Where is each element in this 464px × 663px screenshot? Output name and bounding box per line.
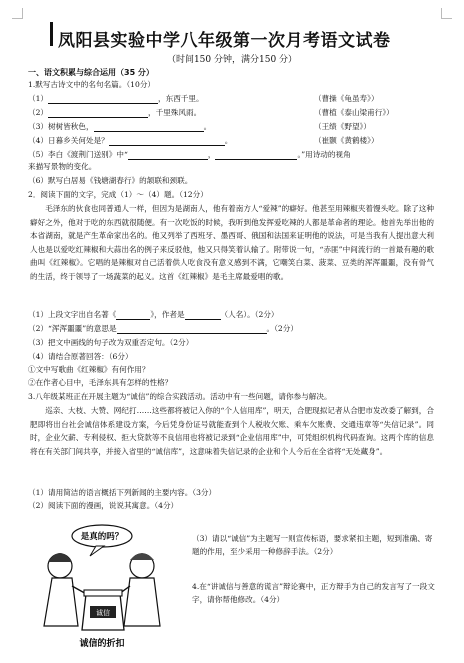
q1-item-1: （1） ，东西千里。 (28, 94, 204, 103)
jar-label: 诚信 (96, 609, 110, 617)
q1-stem: 1.默写古诗文中的名句名篇。（10分） (28, 80, 156, 89)
q1-source-3: （王绩《野望》） (314, 122, 371, 131)
q1-item-2: （2） ，千里殊风雨。 (28, 108, 202, 117)
q1-source-1: （曹操《龟虽寿》） (314, 94, 379, 103)
page-title: 凤阳县实验中学八年级第一次月考语文试卷 (58, 31, 391, 51)
title-bar (50, 22, 53, 46)
q1-item-3: （3）树树皆秋色， 。 (28, 122, 212, 131)
speech-bubble-text: 是真的吗？ (80, 532, 124, 542)
q3-sub2: （2）阅读下面的漫画，说说其寓意。（4分） (28, 501, 179, 510)
q1-item-5: （5）李白《渡荆门送别》中“ ， 。”用诗动的视角 (28, 150, 351, 159)
q2-sub2: （2）“浑浑噩噩”的意思是 。（2分） (28, 324, 298, 333)
exam-info: （时间150 分钟，满分150 分） (166, 55, 298, 65)
q2-sub1: （1）上段文字出自名著《 》，作者是 （人名）。（2分） (28, 310, 279, 319)
cartoon-caption: 诚信的折扣 (79, 639, 125, 649)
crop-mark (441, 8, 452, 19)
q3-stem: 3.八年级某班正在开展主题为“诚信”的综合实践活动。活动中有一些问题，请你参与解决。 (28, 392, 332, 401)
q1-item-5-cont: 来描写景物的变化。 (28, 162, 97, 171)
crop-mark (12, 8, 23, 19)
q2-sub4: （4）请结合原著回答：（6分） (28, 352, 133, 361)
q2-stem: 2．阅读下面的文字，完成（1）～（4）题。（12分） (28, 190, 208, 199)
q2-sub4-1: ①文中写歌曲《红辣椒》有何作用？ (28, 365, 150, 374)
q3-sub3: （3）请以“诚信”为主题写一则宣传标语，要求紧扣主题，短到准确、寄题的作用，至少采用一种修辞手法。（2分） (192, 534, 433, 556)
q3-passage: 巡亲、大枝、大赞、网纪打……这些都将被记入你的“个人信用库”，明天，合肥现拟记者从合肥市发改委了解到，合肥即将出台社会诚信体系建设方案，今后凭身份证号就能查到个人税收欠账、乘车欠账费、交通违章等“失信记录”。同时，企业欠薪、专利侵权、拒大贷款等不良信用也将被记录到“企业信用库”中，可凭组织机构代码查询。这两个库的信息将在有关部门间共享，并接入省里的“诚信库”，这意味着失信记录的企业和个人今后在全省将“无处藏身”。 (30, 406, 434, 456)
q2-sub4-2: ②在作者心目中，毛泽东具有怎样的性格？ (28, 378, 173, 387)
q2-sub3: （3）把文中画线的句子改为双重否定句。（2分） (28, 338, 194, 347)
section-heading: 一、语文积累与综合运用（35 分） (28, 68, 154, 77)
q1-source-4: （崔颢《黄鹤楼》） (314, 136, 379, 145)
q1-item-6: （6）默写白居易《钱塘湖春行》的颔联和颈联。 (28, 176, 193, 185)
q1-item-4: （4）日暮乡关何处是？ 。 (28, 136, 233, 145)
q3-sub1: （1）请用简洁的语言概括下列新闻的主要内容。（3分） (28, 488, 217, 497)
q4-stem: 4.在“讲诚信与善意的谎言”辩论赛中，正方辩手为自己的发言写了一段文字，请你帮他修改。（4分） (192, 582, 435, 604)
cartoon-illustration (38, 522, 168, 650)
q1-source-2: （曹植《泰山梁甫行》） (314, 108, 394, 117)
q2-passage: 毛泽东的伙食也同普通人一样，但因为是湖南人，他有着南方人“爱辣”的癖好。他甚至用辣椒夹着馒头吃。除了这种癖好之外，他对于吃的东西就很随便。有一次吃饭的时候，我听到他发挥爱吃辣的人都是革命者的理论。他首先举出他的本省湖南，就是产生革命家出名的。他又列举了西班牙、墨西哥、俄国和法国来证明他的说法，可是当我有人提出意大利人也是以爱吃红辣椒和大蒜出名的例子来反驳他，他又只得笑着认输了。附带说一句，“赤匪”中间流行的一首最有趣的歌曲叫《红辣椒》。它唱的是辣椒对自己活着供人吃食没有意义感到不满，它嘲笑白菜、菠菜、豆类的浑浑噩噩，没有骨气的生活，终于领导了一场蔬菜的起义。这首《红辣椒》是毛主席最爱唱的歌。 (30, 204, 434, 281)
